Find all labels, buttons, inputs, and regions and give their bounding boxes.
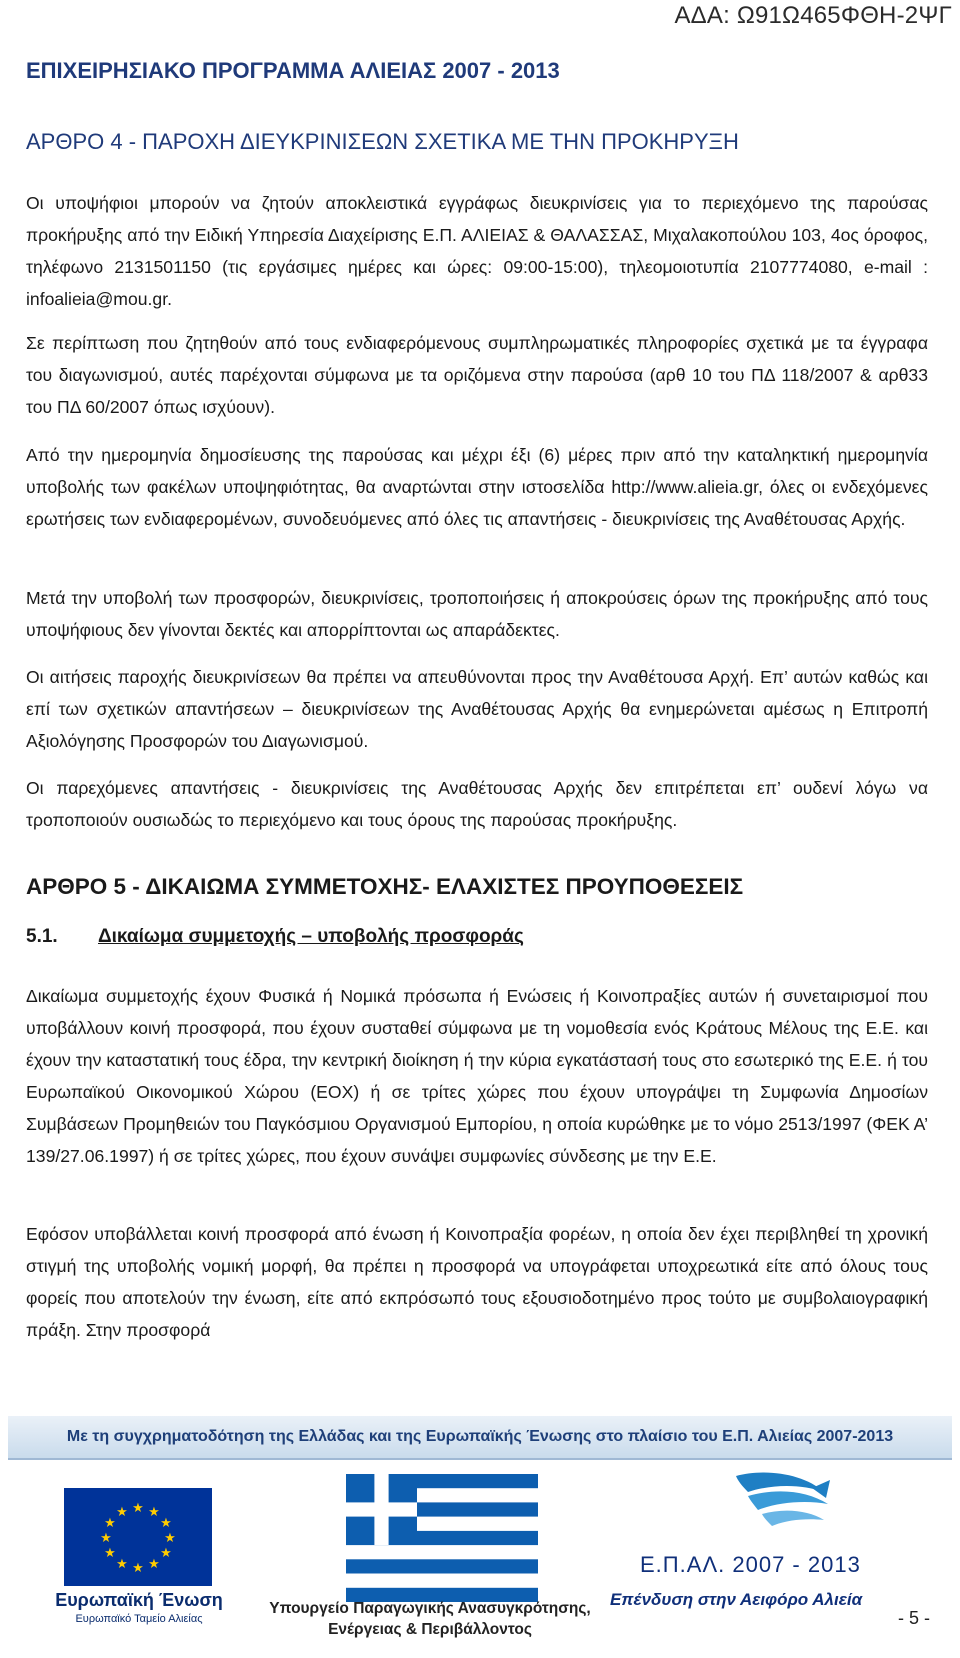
eu-fund-label: Ευρωπαϊκό Ταμείο Αλιείας [75, 1613, 203, 1625]
program-title: ΕΠΙΧΕΙΡΗΣΙΑΚΟ ΠΡΟΓΡΑΜΜΑ ΑΛΙΕΙΑΣ 2007 - 2013 [26, 58, 560, 83]
section-number: 5.1. [26, 926, 58, 947]
svg-text:★: ★ [160, 1516, 172, 1531]
svg-text:★: ★ [116, 1557, 128, 1572]
article4-title: ΑΡΘΡΟ 4 - ΠΑΡΟΧΗ ΔΙΕΥΚΡΙΝΙΣΕΩΝ ΣΧΕΤΙΚΑ ΜΕ ΤΗΝ ΠΡΟΚΗΡΥΞΗ [26, 129, 739, 154]
article4-paragraph-5: Οι αιτήσεις παροχής διευκρινίσεων θα πρέπει να απευθύνονται προς την Αναθέτουσα Αρχή. Επ’ αυτών καθώς και επί των σχετικών απαντήσεων – διευκρινίσεων της Αναθέτουσας Αρχής θα ενημερώνεται αμέσως η Επιτροπή Αξιολόγησης Προσφορών του Διαγωνισμού. [26, 667, 928, 751]
article5-paragraph-2: Εφόσον υποβάλλεται κοινή προσφορά από ένωση ή Κοινοπραξία φορέων, η οποία δεν έχει περιβληθεί τη χρονική στιγμή της υποβολής νομική μορφή, θα πρέπει η προσφορά να υπογράφεται υποχρεωτικά είτε από όλους τους φορείς που αποτελούν την ένωση, είτε από εκπρόσωπό τους εξουσιοδοτημένο προς τούτο με συμβολαιογραφική πράξη. Στην προσφορά [26, 1224, 928, 1340]
svg-text:★: ★ [132, 1501, 144, 1516]
article4-paragraph-2: Σε περίπτωση που ζητηθούν από τους ενδιαφερόμενους συμπληρωματικές πληροφορίες σχετικά με τα έγγραφα του διαγωνισμού, αυτές παρέχονται σύμφωνα με τα οριζόμενα στην παρούσα (αρθ 10 του ΠΔ 118/2007 & αρθ33 του ΠΔ 60/2007 όπως ισχύουν). [26, 333, 928, 417]
section-title: Δικαίωμα συμμετοχής – υποβολής προσφοράς [98, 926, 524, 947]
epal-title: Ε.Π.ΑΛ. 2007 - 2013 [640, 1552, 861, 1577]
greek-flag-icon [346, 1474, 538, 1602]
ministry-line-2: Ενέργειας & Περιβάλλοντος [328, 1621, 532, 1638]
svg-text:★: ★ [104, 1516, 116, 1531]
svg-text:★: ★ [148, 1557, 160, 1572]
svg-text:★: ★ [116, 1505, 128, 1520]
svg-text:★: ★ [100, 1531, 112, 1546]
cofunding-banner [8, 1416, 952, 1460]
eu-flag-icon [64, 1488, 212, 1586]
article4-paragraph-6: Οι παρεχόμενες απαντήσεις - διευκρινίσεις της Αναθέτουσας Αρχής δεν επιτρέπεται επ’ ουδενί λόγω να τροποποιούν ουσιωδώς το περιεχόμενο και τους όρους της παρούσας προκήρυξης. [26, 778, 928, 830]
article5-paragraph-1: Δικαίωμα συμμετοχής έχουν Φυσικά ή Νομικά πρόσωπα ή Ενώσεις ή Κοινοπραξίες αυτών ή συνεταιρισμοί που υποβάλλουν κοινή προσφορά, που έχουν συσταθεί σύμφωνα με τη νομοθεσία ενός Κράτους Μέλους της Ε.Ε. και έχουν την καταστατική τους έδρα, την κεντρική διοίκηση ή την κύρια εγκατάστασή τους στο εσωτερικό της Ε.Ε. ή του Ευρωπαϊκού Οικονομικού Χώρου (ΕΟΧ) ή σε τρίτες χώρες που έχουν υπογράψει τη Συμφωνία Δημοσίων Συμβάσεων Προμηθειών του Παγκόσμιου Οργανισμού Εμπορίου, η οποία κυρώθηκε με το νόμο 2513/1997 (ΦΕΚ Α’ 139/27.06.1997) ή σε τρίτες χώρες, που έχουν συνάψει συμφωνίες σύνδεσης με την Ε.Ε. [26, 986, 928, 1166]
article5-title: ΑΡΘΡΟ 5 - ΔΙΚΑΙΩΜΑ ΣΥΜΜΕΤΟΧΗΣ- ΕΛΑΧΙΣΤΕΣ ΠΡΟΥΠΟΘΕΣΕΙΣ [26, 874, 744, 899]
ministry-caption [262, 1598, 598, 1640]
svg-text:★: ★ [148, 1505, 160, 1520]
section-5-1-heading [26, 926, 524, 948]
svg-text:★: ★ [104, 1546, 116, 1561]
svg-text:★: ★ [164, 1531, 176, 1546]
eu-label: Ευρωπαϊκή Ένωση [55, 1590, 223, 1610]
ministry-line-1: Υπουργείο Παραγωγικής Ανασυγκρότησης, [269, 1600, 591, 1617]
article4-paragraph-3: Από την ημερομηνία δημοσίευσης της παρούσας και μέχρι έξι (6) μέρες πριν από την καταληκτική ημερομηνία υποβολής των φακέλων υποψηφιότητας, θα αναρτώνται στην ιστοσελίδα http://www.alieia.gr, όλες οι ενδεχόμενες ερωτήσεις των ενδιαφερομένων, συνοδευόμενες από όλες τις απαντήσεις - διευκρινίσεις της Αναθέτουσας Αρχής. [26, 445, 928, 529]
svg-text:★: ★ [132, 1561, 144, 1576]
svg-text:★: ★ [160, 1546, 172, 1561]
cofunding-banner-text: Με τη συγχρηματοδότηση της Ελλάδας και της Ευρωπαϊκής Ένωσης στο πλαίσιο του Ε.Π. Αλιείας 2007-2013 [66, 1428, 894, 1445]
article4-paragraph-4: Μετά την υποβολή των προσφορών, διευκρινίσεις, τροποποιήσεις ή αποκρούσεις όρων της προκήρυξης από τους υποψήφιους δεν γίνονται δεκτές και απορρίπτονται ως απαράδεκτες. [26, 588, 928, 640]
eu-caption [54, 1590, 224, 1625]
page-number: - 5 - [897, 1608, 930, 1628]
ada-code: ΑΔΑ: Ω91Ω465ΦΘΗ-2ΨΓ [674, 2, 952, 29]
article4-paragraph-1: Οι υποψήφιοι μπορούν να ζητούν αποκλειστικά εγγράφως διευκρινίσεις για το περιεχόμενο της παρούσας προκήρυξης από την Ειδική Υπηρεσία Διαχείρισης Ε.Π. ΑΛΙΕΙΑΣ & ΘΑΛΑΣΣΑΣ, Μιχαλακοπούλου 103, 4ος όροφος, τηλέφωνο 2131501150 (τις εργάσιμες ημέρες και ώρες: 09:00-15:00), τηλεομοιοτυπία 2107774080, e-mail : infoalieia@mou.gr. [26, 193, 928, 309]
epal-slogan: Επένδυση στην Αειφόρο Αλιεία [610, 1590, 863, 1609]
epal-logo-icon [616, 1470, 916, 1602]
